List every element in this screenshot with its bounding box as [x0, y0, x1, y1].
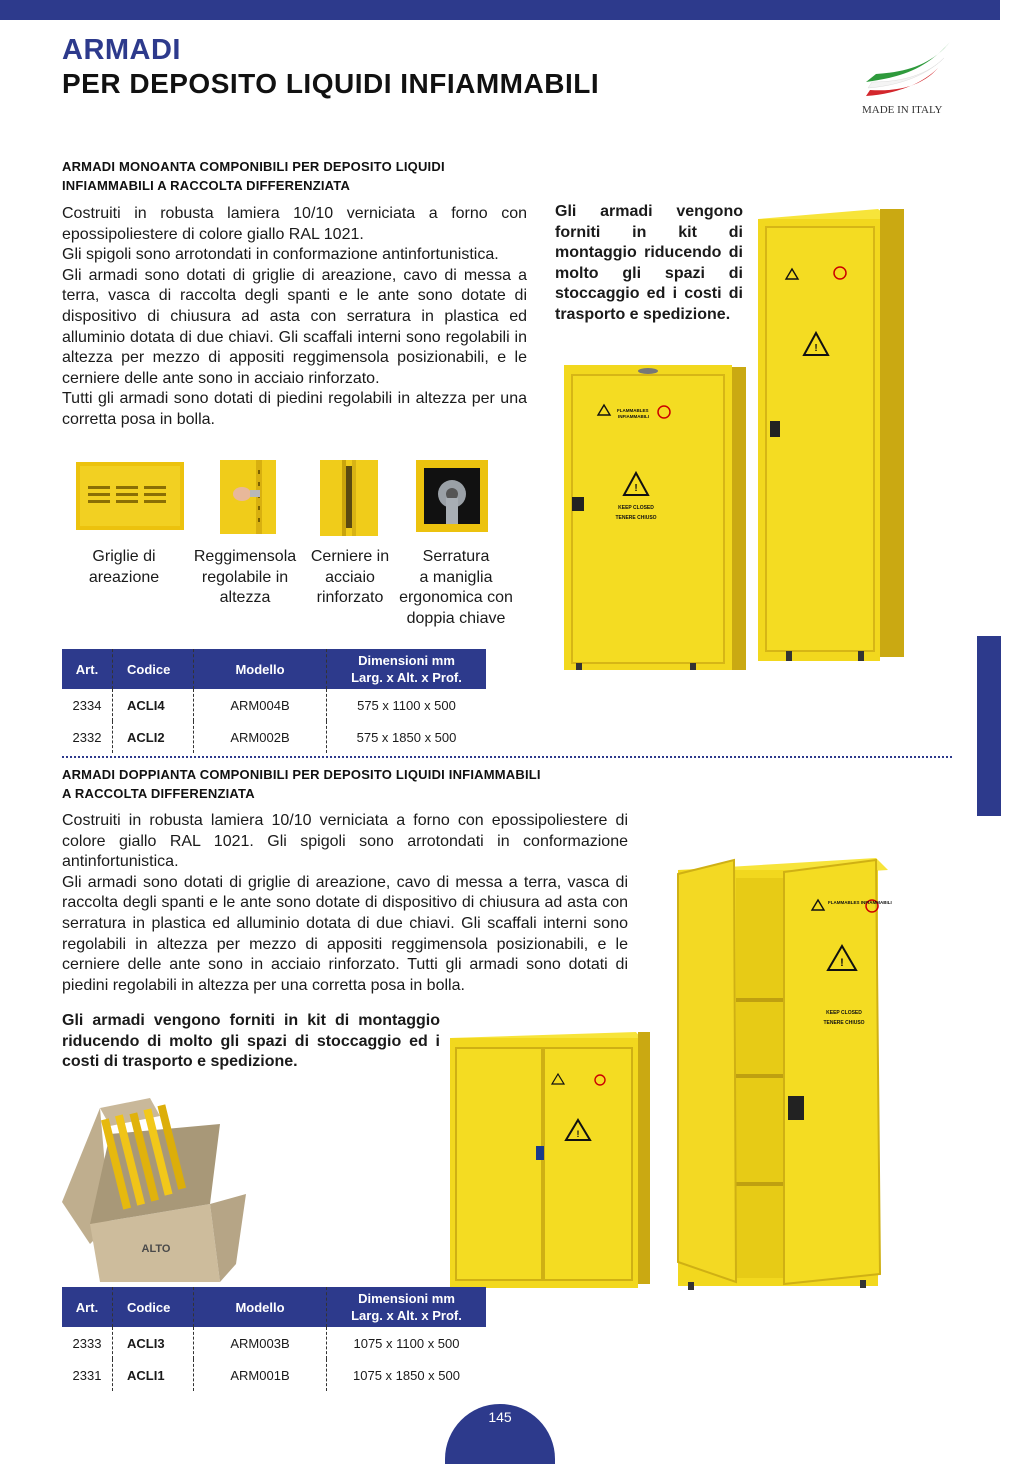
side-tab-marker [977, 636, 1001, 816]
col-codice: Codice [113, 649, 194, 689]
section1-title [62, 157, 542, 195]
col-dimensioni: Dimensioni mm Larg. x Alt. x Prof. [327, 1287, 487, 1327]
section2-title [62, 765, 622, 803]
section1-para1: Costruiti in robusta lamiera 10/10 verniciata a forno con epossipoliestere di colore giallo RAL 1021. [62, 205, 527, 243]
col-codice: Codice [113, 1287, 194, 1327]
table-row: 2331 ACLI1 ARM001B 1075 x 1850 x 500 [62, 1359, 486, 1391]
section2-para2: Gli armadi sono dotati di griglie di areazione, cavo di messa a terra, vasca di raccolta degli spanti e le ante sono dotate di dispositivo di chiusura ad asta con serratura in plastica ed alluminio dotata di due chiavi. Gli scaffali interni sono regolabili in altezza per mezzo di appositi reggimensola posizionabili, e le cerniere delle ante sono in acciaio rinforzato. Tutti gli armadi sono dotati di piedini regolabili in altezza per una corretta posa in bolla. [62, 873, 628, 994]
section1-title-line2: INFIAMMABILI A RACCOLTA DIFFERENZIATA [62, 178, 351, 193]
section2-title-line1: ARMADI DOPPIANTA COMPONIBILI PER DEPOSITO LIQUIDI INFIAMMABILI [62, 767, 541, 782]
small-tenere-chiuso: TENERE CHIUSO [615, 515, 657, 521]
lock-handle-icon [416, 460, 488, 532]
hinge-icon [320, 460, 378, 536]
tall-keep-closed: KEEP CLOSED [826, 1010, 862, 1016]
col-art: Art. [62, 1287, 113, 1327]
page-title-line1: ARMADI [62, 34, 181, 66]
flatpack-box-image [60, 1094, 246, 1282]
box-brand-label: ALTO [141, 1243, 171, 1255]
svg-text:INFIAMMABILI: INFIAMMABILI [618, 414, 649, 419]
section1-kit-note: Gli armadi vengono forniti in kit di montaggio riducendo di molto gli spazi di stoccaggio ed i costi di trasporto e spedizione. [555, 203, 743, 323]
shelf-bracket-icon [220, 460, 276, 534]
made-in-italy-label: MADE IN ITALY [862, 104, 943, 116]
col-dimensioni: Dimensioni mm Larg. x Alt. x Prof. [327, 649, 487, 689]
section1-description [62, 204, 527, 431]
double-door-cabinets-image [440, 852, 970, 1292]
svg-text:!: ! [576, 1129, 580, 1139]
top-bar [0, 0, 1000, 20]
spec-table-double [62, 1287, 486, 1391]
section2-title-line2: A RACCOLTA DIFFERENZIATA [62, 786, 255, 801]
feature-caption-vent: Griglie di areazione [88, 548, 160, 586]
vent-grille-icon [76, 462, 184, 530]
page-title-line2: PER DEPOSITO LIQUIDI INFIAMMABILI [62, 68, 600, 99]
page-number-tab [445, 1404, 555, 1464]
svg-text:!: ! [840, 957, 844, 969]
table-row: 2334 ACLI4 ARM004B 575 x 1100 x 500 [62, 689, 486, 721]
italy-flag-swoosh-icon [862, 38, 954, 98]
col-modello: Modello [194, 649, 327, 689]
tall-tenere-chiuso: TENERE CHIUSO [823, 1020, 865, 1026]
tall-flammables-label: FLAMMABLES INFIAMMABILI [828, 900, 892, 905]
section1-para4: Tutti gli armadi sono dotati di piedini regolabili in altezza per una corretta posa in bolla. [62, 390, 527, 428]
small-keep-closed: KEEP CLOSED [618, 505, 654, 511]
svg-text:!: ! [634, 483, 638, 494]
section2-kit-note: Gli armadi vengono forniti in kit di montaggio riducendo di molto gli spazi di stoccaggio ed i costi di trasporto e spedizione. [62, 1012, 440, 1071]
feature-caption-lock: Serratura a maniglia ergonomica con doppia chiave [399, 548, 513, 627]
section-divider [62, 756, 952, 758]
col-art: Art. [62, 649, 113, 689]
table-row: 2332 ACLI2 ARM002B 575 x 1850 x 500 [62, 721, 486, 753]
spec-table-single [62, 649, 486, 753]
section1-title-line1: ARMADI MONOANTA COMPONIBILI PER DEPOSITO LIQUIDI [62, 159, 445, 174]
single-door-cabinets-image [560, 205, 940, 670]
page-number: 145 [488, 1409, 512, 1425]
feature-caption-bracket: Reggimensola regolabile in altezza [193, 548, 297, 607]
svg-text:!: ! [814, 343, 818, 354]
section1-para2: Gli spigoli sono arrotondati in conformazione antinfortunistica. [62, 246, 499, 264]
table-header-row [62, 1287, 486, 1327]
col-modello: Modello [194, 1287, 327, 1327]
table-row: 2333 ACLI3 ARM003B 1075 x 1100 x 500 [62, 1327, 486, 1359]
table-header-row [62, 649, 486, 689]
section2-para1: Costruiti in robusta lamiera 10/10 verniciata a forno con epossipoliestere di colore giallo RAL 1021. Gli spigoli sono arrotondati in conformazione antinfortunistica. [62, 812, 628, 871]
section1-para3: Gli armadi sono dotati di griglie di areazione, cavo di messa a terra, vasca di raccolta degli spanti e le ante sono dotate di dispositivo di chiusura ad asta con serratura in plastica ed alluminio dotata di due chiavi. Gli scaffali interni sono regolabili in altezza per mezzo di appositi reggimensola posizionabili, e le cerniere delle ante sono in acciaio rinforzato. [62, 266, 527, 387]
svg-text:FLAMMABLES: FLAMMABLES [617, 408, 649, 413]
feature-caption-hinge: Cerniere in acciaio rinforzato [310, 548, 390, 607]
